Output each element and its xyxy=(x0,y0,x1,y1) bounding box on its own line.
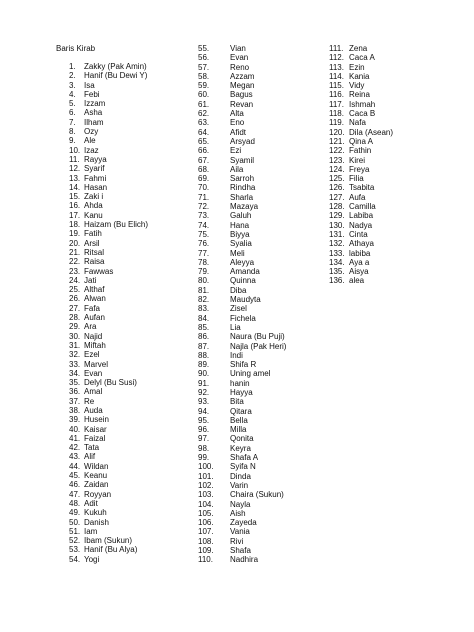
item-name: Rayya xyxy=(84,154,107,164)
item-number: 36. xyxy=(69,387,81,397)
item-name: Arsyad xyxy=(230,136,255,146)
item-name: Varin xyxy=(230,480,249,490)
item-number: 83. xyxy=(198,304,210,314)
item-name: Miftah xyxy=(84,340,106,350)
document-title: Baris Kirab xyxy=(56,44,96,53)
item-name: Aila xyxy=(230,164,244,174)
item-number: 86. xyxy=(198,332,210,342)
item-number: 100. xyxy=(198,462,214,472)
item-name: Cinta xyxy=(349,229,368,239)
item-name: Aish xyxy=(230,508,246,518)
item-number: 3. xyxy=(69,80,76,90)
item-name: Keyra xyxy=(230,443,251,453)
item-number: 9. xyxy=(69,136,76,146)
item-name: Afidt xyxy=(230,127,247,137)
item-number: 126. xyxy=(329,183,345,193)
item-name: Quinna xyxy=(230,276,256,286)
item-number: 44. xyxy=(69,461,81,471)
item-number: 5. xyxy=(69,99,76,109)
item-number: 114. xyxy=(329,71,344,81)
item-name: Marvel xyxy=(84,359,109,369)
item-number: 48. xyxy=(69,498,81,508)
item-name: Bella xyxy=(230,415,248,425)
item-name: Aufan xyxy=(84,313,105,323)
item-name: Nafa xyxy=(349,118,366,128)
item-number: 125. xyxy=(329,174,345,184)
item-name: Amanda xyxy=(230,267,260,277)
item-name: Bagus xyxy=(230,90,253,100)
item-name: Rivi xyxy=(230,536,244,546)
item-name: Nadya xyxy=(349,220,373,230)
item-name: Shifa R xyxy=(230,360,257,370)
item-number: 11. xyxy=(69,154,80,164)
item-name: Dinda xyxy=(230,471,251,481)
item-name: Labiba xyxy=(349,211,374,221)
item-name: Faizal xyxy=(84,433,106,443)
item-number: 29. xyxy=(69,322,81,332)
item-number: 4. xyxy=(69,89,76,99)
item-name: Wildan xyxy=(84,461,109,471)
item-number: 103. xyxy=(198,490,214,500)
item-name: Ahda xyxy=(84,201,103,211)
item-number: 59. xyxy=(198,81,210,91)
item-name: hanin xyxy=(230,378,250,388)
item-number: 116. xyxy=(329,90,344,100)
item-name: Kania xyxy=(349,71,370,81)
item-number: 119. xyxy=(329,118,344,128)
item-name: Rindha xyxy=(230,183,256,193)
item-number: 120. xyxy=(329,127,345,137)
item-number: 27. xyxy=(69,303,81,313)
item-name: Amal xyxy=(84,387,103,397)
item-number: 7. xyxy=(69,117,76,127)
item-number: 40. xyxy=(69,424,81,434)
item-name: Mazaya xyxy=(230,202,259,212)
item-number: 88. xyxy=(198,350,210,360)
item-number: 34. xyxy=(69,368,81,378)
item-name: Nayla xyxy=(230,499,251,509)
item-name: Caca B xyxy=(349,109,376,119)
item-number: 52. xyxy=(69,536,81,546)
item-number: 122. xyxy=(329,146,345,156)
item-number: 78. xyxy=(198,257,210,267)
item-number: 31. xyxy=(69,340,81,350)
item-name: Hasan xyxy=(84,182,108,192)
item-number: 64. xyxy=(198,127,210,137)
item-number: 43. xyxy=(69,452,81,462)
item-name: Alwan xyxy=(84,294,106,304)
item-number: 37. xyxy=(69,396,81,406)
item-number: 21. xyxy=(69,247,81,257)
item-name: Kukuh xyxy=(84,508,107,518)
item-number: 75. xyxy=(198,229,210,239)
item-name: Aya a xyxy=(349,257,370,267)
item-number: 98. xyxy=(198,443,210,453)
item-name: Ishmah xyxy=(349,99,376,109)
item-name: Ibam (Sukun) xyxy=(84,536,133,546)
item-number: 55. xyxy=(198,44,210,53)
item-number: 90. xyxy=(198,369,210,379)
item-number: 25. xyxy=(69,285,81,295)
item-name: Lia xyxy=(230,322,241,332)
item-number: 10. xyxy=(69,145,81,155)
item-number: 22. xyxy=(69,257,81,267)
item-name: Reina xyxy=(349,90,370,100)
item-name: Fahmi xyxy=(84,173,107,183)
item-name: Naura (Bu Puji) xyxy=(230,332,285,342)
item-name: Althaf xyxy=(84,285,105,295)
item-name: Ale xyxy=(84,136,96,146)
item-number: 41. xyxy=(69,433,81,443)
item-number: 71. xyxy=(198,192,210,202)
item-number: 30. xyxy=(69,331,81,341)
item-name: Danish xyxy=(84,517,109,527)
item-name: Hana xyxy=(230,220,250,230)
item-name: Filia xyxy=(349,174,364,184)
item-number: 2. xyxy=(69,71,76,81)
item-number: 19. xyxy=(69,229,81,239)
item-name: Yogi xyxy=(84,554,100,564)
item-number: 46. xyxy=(69,480,81,490)
item-number: 87. xyxy=(198,341,210,351)
item-name: Re xyxy=(84,396,95,406)
item-number: 136. xyxy=(329,276,345,286)
item-number: 106. xyxy=(198,518,214,528)
item-name: Tata xyxy=(84,443,100,453)
item-name: Dila (Asean) xyxy=(349,127,394,137)
item-number: 12. xyxy=(69,164,81,174)
item-number: 84. xyxy=(198,313,210,323)
item-number: 77. xyxy=(198,248,210,258)
item-number: 1. xyxy=(69,62,76,71)
item-number: 15. xyxy=(69,192,81,202)
item-number: 115. xyxy=(329,81,344,91)
item-number: 110. xyxy=(198,555,213,565)
item-name: Zisel xyxy=(230,304,247,314)
item-name: Freya xyxy=(349,164,370,174)
item-name: Ilham xyxy=(84,117,104,127)
item-number: 95. xyxy=(198,415,210,425)
item-number: 109. xyxy=(198,546,214,556)
item-name: Ezel xyxy=(84,350,100,360)
item-name: Shafa A xyxy=(230,453,259,463)
item-name: Indi xyxy=(230,350,243,360)
item-number: 105. xyxy=(198,508,214,518)
item-name: alea xyxy=(349,276,365,286)
item-number: 101. xyxy=(198,471,214,481)
item-number: 14. xyxy=(69,182,81,192)
item-name: Bita xyxy=(230,397,244,407)
item-name: Delyl (Bu Susi) xyxy=(84,378,137,388)
item-number: 131. xyxy=(329,229,345,239)
item-number: 35. xyxy=(69,378,81,388)
item-name: Kirei xyxy=(349,155,366,165)
item-name: Arsil xyxy=(84,238,100,248)
item-name: Keanu xyxy=(84,471,108,481)
item-name: Ezi xyxy=(230,146,242,156)
item-number: 63. xyxy=(198,118,210,128)
item-number: 108. xyxy=(198,536,214,546)
item-name: Caca A xyxy=(349,53,375,63)
item-number: 102. xyxy=(198,480,214,490)
item-name: Megan xyxy=(230,81,255,91)
item-name: Meli xyxy=(230,248,245,258)
item-name: Galuh xyxy=(230,211,252,221)
item-name: Fathin xyxy=(349,146,372,156)
item-number: 96. xyxy=(198,425,210,435)
item-number: 124. xyxy=(329,164,345,174)
item-number: 76. xyxy=(198,239,210,249)
item-name: Vania xyxy=(230,527,250,537)
item-name: Syalia xyxy=(230,239,252,249)
item-number: 17. xyxy=(69,210,81,220)
item-name: Asha xyxy=(84,108,103,118)
item-number: 39. xyxy=(69,415,81,425)
item-name: Shafa xyxy=(230,546,251,556)
item-number: 99. xyxy=(198,453,210,463)
item-name: Zaidan xyxy=(84,480,109,490)
item-number: 66. xyxy=(198,146,210,156)
item-name: Najla (Pak Heri) xyxy=(230,341,287,351)
item-name: Chaira (Sukun) xyxy=(230,490,284,500)
item-name: Haizam (Bu Elich) xyxy=(84,220,149,230)
item-name: Sharla xyxy=(230,192,254,202)
item-name: Ezin xyxy=(349,62,365,72)
item-number: 23. xyxy=(69,266,81,276)
item-number: 134. xyxy=(329,257,345,267)
item-number: 18. xyxy=(69,220,81,230)
item-number: 69. xyxy=(198,174,210,184)
item-name: Hayya xyxy=(230,387,253,397)
item-number: 53. xyxy=(69,545,81,555)
item-number: 104. xyxy=(198,499,214,509)
item-number: 117. xyxy=(329,99,344,109)
item-number: 57. xyxy=(198,62,210,72)
item-name: Syamil xyxy=(230,155,255,165)
item-name: Fichela xyxy=(230,313,256,323)
item-name: Qitara xyxy=(230,406,252,416)
item-name: Vian xyxy=(230,44,246,53)
item-name: Zayeda xyxy=(230,518,257,528)
item-number: 132. xyxy=(329,239,345,249)
item-name: Uning amel xyxy=(230,369,271,379)
item-number: 42. xyxy=(69,443,81,453)
item-number: 65. xyxy=(198,136,210,146)
item-number: 6. xyxy=(69,108,76,118)
item-name: Iam xyxy=(84,526,98,536)
item-number: 80. xyxy=(198,276,210,286)
item-number: 118. xyxy=(329,109,344,119)
item-number: 91. xyxy=(198,378,210,388)
item-name: Vidy xyxy=(349,81,365,91)
item-name: Aleyya xyxy=(230,257,255,267)
item-number: 92. xyxy=(198,387,210,397)
item-name: Auda xyxy=(84,405,103,415)
item-number: 13. xyxy=(69,173,81,183)
item-number: 73. xyxy=(198,211,210,221)
item-number: 49. xyxy=(69,508,81,518)
item-name: Kaisar xyxy=(84,424,107,434)
item-name: Aisya xyxy=(349,267,369,277)
item-number: 56. xyxy=(198,53,210,63)
item-name: Kanu xyxy=(84,210,103,220)
item-name: Hanif (Bu Alya) xyxy=(84,545,138,555)
item-number: 85. xyxy=(198,322,210,332)
item-name: Camilla xyxy=(349,202,376,212)
item-name: Izzam xyxy=(84,99,106,109)
item-number: 82. xyxy=(198,295,210,305)
item-number: 94. xyxy=(198,406,210,416)
item-name: Eno xyxy=(230,118,245,128)
item-name: Sarroh xyxy=(230,174,255,184)
item-number: 60. xyxy=(198,90,210,100)
item-name: Qonita xyxy=(230,434,254,444)
item-number: 58. xyxy=(198,71,210,81)
item-number: 127. xyxy=(329,192,345,202)
item-number: 129. xyxy=(329,211,345,221)
item-name: Raisa xyxy=(84,257,105,267)
item-number: 47. xyxy=(69,489,81,499)
item-number: 33. xyxy=(69,359,81,369)
item-name: labiba xyxy=(349,248,371,258)
item-name: Alta xyxy=(230,109,244,119)
item-name: Nadhira xyxy=(230,555,259,565)
item-name: Syifa N xyxy=(230,462,256,472)
item-number: 68. xyxy=(198,164,210,174)
item-number: 72. xyxy=(198,202,210,212)
item-number: 93. xyxy=(198,397,210,407)
item-number: 81. xyxy=(198,285,210,295)
item-number: 89. xyxy=(198,360,210,370)
item-number: 8. xyxy=(69,127,76,137)
item-number: 111. xyxy=(329,44,344,53)
item-name: Reno xyxy=(230,62,250,72)
item-name: Ritsal xyxy=(84,247,105,257)
item-name: Isa xyxy=(84,80,95,90)
item-number: 54. xyxy=(69,554,81,564)
item-number: 28. xyxy=(69,313,81,323)
item-number: 128. xyxy=(329,202,345,212)
item-name: Najid xyxy=(84,331,103,341)
item-number: 121. xyxy=(329,136,345,146)
item-number: 45. xyxy=(69,471,81,481)
item-name: Fawwas xyxy=(84,266,114,276)
item-name: Aufa xyxy=(349,192,366,202)
item-name: Tsabita xyxy=(349,183,375,193)
item-name: Hanif (Bu Dewi Y) xyxy=(84,71,148,81)
item-number: 32. xyxy=(69,350,81,360)
item-name: Diba xyxy=(230,285,247,295)
item-number: 62. xyxy=(198,109,210,119)
item-name: Zena xyxy=(349,44,368,53)
item-number: 70. xyxy=(198,183,210,193)
item-name: Qina A xyxy=(349,136,374,146)
item-number: 16. xyxy=(69,201,81,211)
item-number: 135. xyxy=(329,267,345,277)
item-name: Syarif xyxy=(84,164,105,174)
item-name: Maudyta xyxy=(230,295,261,305)
item-name: Evan xyxy=(84,368,103,378)
item-name: Zaki i xyxy=(84,192,104,202)
item-name: Milla xyxy=(230,425,247,435)
item-name: Fafa xyxy=(84,303,101,313)
item-name: Zakky (Pak Amin) xyxy=(84,62,147,71)
item-number: 24. xyxy=(69,275,81,285)
item-number: 20. xyxy=(69,238,81,248)
item-name: Athaya xyxy=(349,239,374,249)
item-name: Alif xyxy=(84,452,96,462)
item-number: 133. xyxy=(329,248,345,258)
item-name: Royyan xyxy=(84,489,112,499)
item-name: Husein xyxy=(84,415,109,425)
item-number: 38. xyxy=(69,405,81,415)
item-number: 113. xyxy=(329,62,344,72)
item-name: Izaz xyxy=(84,145,99,155)
item-number: 50. xyxy=(69,517,81,527)
item-number: 51. xyxy=(69,526,81,536)
item-name: Revan xyxy=(230,99,254,109)
item-name: Fatih xyxy=(84,229,102,239)
item-name: Ara xyxy=(84,322,97,332)
item-name: Jati xyxy=(84,275,97,285)
item-number: 112. xyxy=(329,53,344,63)
item-number: 130. xyxy=(329,220,345,230)
item-number: 74. xyxy=(198,220,210,230)
item-number: 107. xyxy=(198,527,214,537)
item-name: Biyya xyxy=(230,229,250,239)
item-name: Ozy xyxy=(84,127,99,137)
item-name: Azzam xyxy=(230,71,255,81)
item-name: Evan xyxy=(230,53,249,63)
item-number: 97. xyxy=(198,434,210,444)
item-number: 123. xyxy=(329,155,345,165)
item-number: 79. xyxy=(198,267,210,277)
item-number: 61. xyxy=(198,99,210,109)
item-name: Febi xyxy=(84,89,100,99)
item-number: 67. xyxy=(198,155,210,165)
item-number: 26. xyxy=(69,294,81,304)
item-name: Adit xyxy=(84,498,98,508)
